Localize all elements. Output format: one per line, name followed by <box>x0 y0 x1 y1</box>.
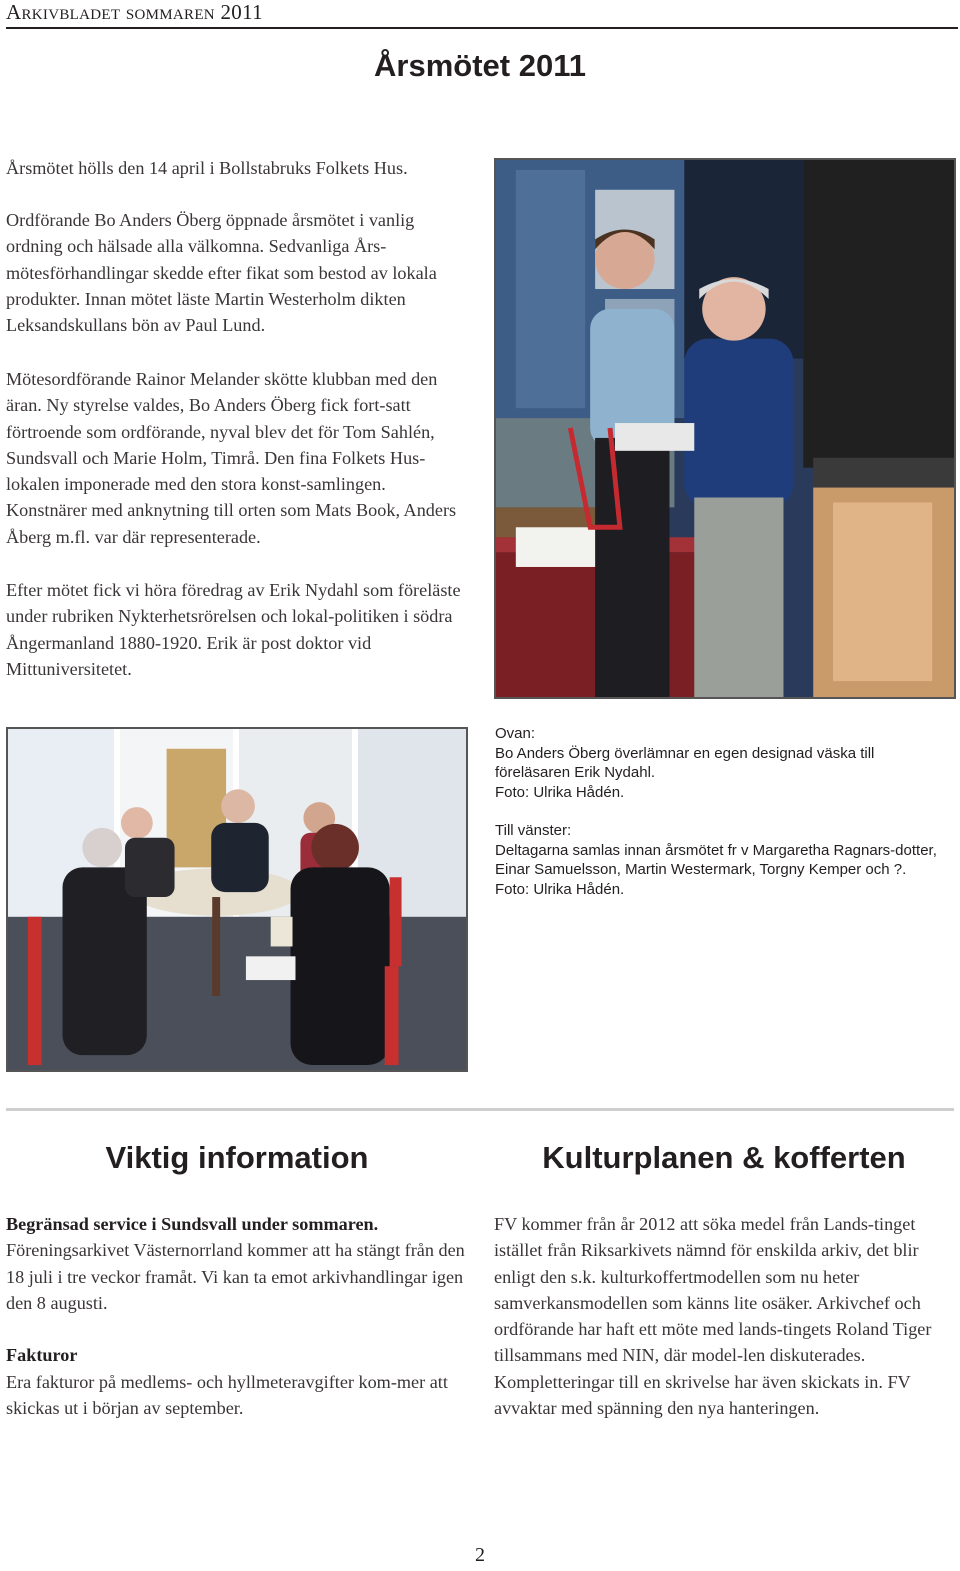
caption-above-text: Bo Anders Öberg överlämnar en egen designad väska till föreläsaren Erik Nydahl. <box>495 744 875 782</box>
kultur-column <box>494 1211 954 1421</box>
article-paragraph-4: Efter mötet fick vi höra föredrag av Erik Nydahl som föreläste under rubriken Nykterhetsrörelsen och lokal-politiken i södra Ångermanland 1880-1920. Erik är post doktor vid Mittuniversitetet. <box>6 580 461 679</box>
page-number: 2 <box>475 1544 485 1566</box>
article-title: Årsmötet 2011 <box>374 48 586 83</box>
caption-left-label: Till vänster: <box>495 822 572 839</box>
caption-left <box>495 821 951 899</box>
info-title: Viktig information <box>105 1140 369 1175</box>
caption-above-credit: Foto: Ulrika Hådén. <box>495 783 625 801</box>
header-rule <box>6 27 958 29</box>
info-item2-title: Fakturor <box>6 1345 78 1366</box>
caption-left-credit: Foto: Ulrika Hådén. <box>495 880 625 898</box>
kultur-text: FV kommer från år 2012 att söka medel från Lands-tinget istället från Riksarkivets nämnd för enskilda arkiv, det blir enligt den s.k. kulturkoffertmodellen som nu heter samverkansmodellen som känns lite osäker. Arkivchef och ordförande har haft ett möte med lands-tingets Roland Tiger tillsammans med NIN, där model-len diskuterades. Kompletteringar till en skrivelse har även skickats in. FV avvaktar med spänning den nya hanteringen. <box>494 1214 932 1419</box>
article-paragraph-1: Årsmötet hölls den 14 april i Bollstabruks Folkets Hus. <box>6 158 408 178</box>
caption-above <box>495 724 951 802</box>
info-item1-title: Begränsad service i Sundsvall under sommaren. <box>6 1214 379 1234</box>
running-head: Arkivbladet sommaren 2011 <box>6 0 263 24</box>
photo-participants <box>6 727 468 1072</box>
photo-bag-handover <box>494 158 956 699</box>
caption-above-label: Ovan: <box>495 725 536 742</box>
info-item2-text: Era fakturor på medlems- och hyllmeteravgifter kom-mer att skickas ut i början av september. <box>6 1371 448 1419</box>
article-paragraph-2: Ordförande Bo Anders Öberg öppnade årsmötet i vanlig ordning och hälsade alla välkomna. Sedvanliga Års-mötesförhandlingar skedde efter fikat som bestod av lokala produkter. Innan mötet läste Martin Westerholm dikten Leksandskullans bön av Paul Lund. <box>6 210 437 336</box>
kultur-title: Kulturplanen & kofferten <box>542 1140 906 1175</box>
article-paragraph-3: Mötesordförande Rainor Melander skötte klubban med den äran. Ny styrelse valdes, Bo Anders Öberg fick fort-satt förtroende som ordförande, nyval blev det för Tom Sahlén, Sundsvall och Marie Holm, Timrå. Den fina Folkets Hus-lokalen imponerade med den stora konst-samlingen. Konstnärer med anknytning till orten som Mats Book, Anders Åberg m.fl. var där representerade. <box>6 369 457 547</box>
caption-left-text: Deltagarna samlas innan årsmötet fr v Margaretha Ragnars-dotter, Einar Samuelsson, Martin Westermark, Torgny Kemper och ?. <box>495 841 937 879</box>
info-item1-text: Föreningsarkivet Västernorrland kommer att ha stängt från den 18 juli i tre veckor framåt. Vi kan ta emot arkivhandlingar igen den 8 augusti. <box>6 1240 465 1313</box>
info-column <box>6 1211 468 1421</box>
section-divider <box>6 1108 954 1111</box>
